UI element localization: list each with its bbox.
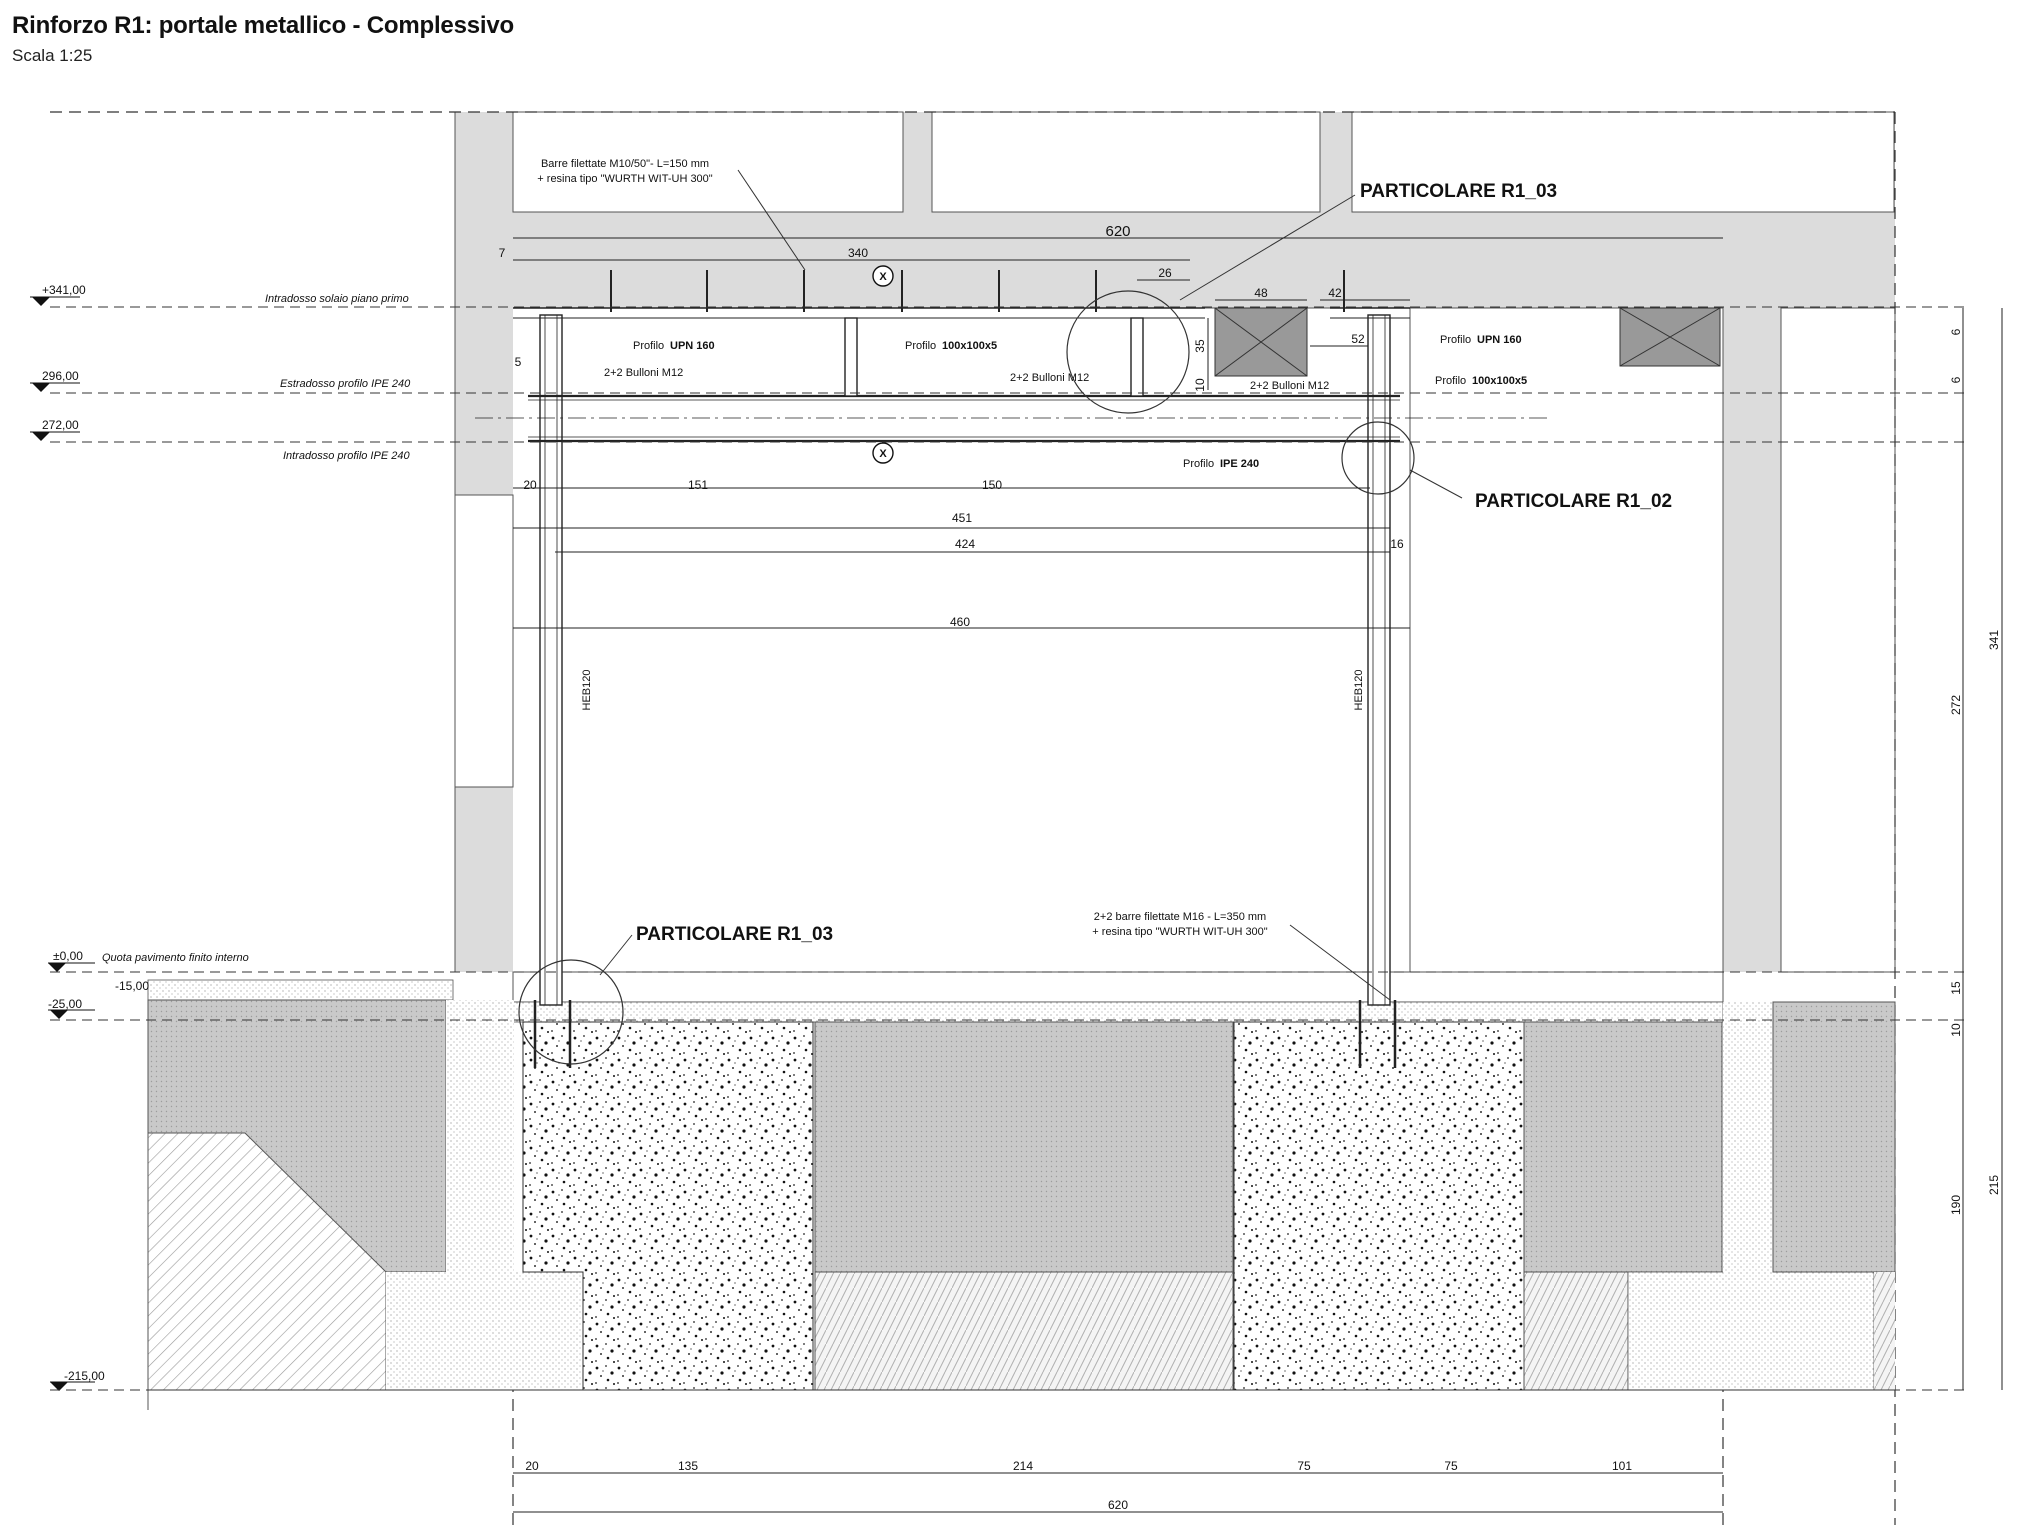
upper-slab [455,112,1895,972]
dim-5: 5 [514,355,522,369]
dim-7: 7 [498,246,506,260]
label-profilo-box-left-word: Profilo [905,340,937,352]
dim-35: 35 [1193,339,1207,353]
label-profilo-upn-right: UPN 160 [1477,334,1522,346]
label-profilo-upn-right-word: Profilo [1440,334,1472,346]
floor-section [148,972,1895,1410]
dim-340: 340 [847,246,869,260]
dim-272: 272 [1949,694,1963,716]
label-particolare-bottom: PARTICOLARE R1_03 [636,924,834,945]
dim-341: 341 [1987,629,2001,651]
dim-6b: 6 [1949,376,1963,384]
dim-bottom-75a: 75 [1297,1459,1311,1473]
label-profilo-ipe-word: Profilo [1183,458,1215,470]
dim-bottom-20: 20 [525,1459,539,1473]
dim-bottom-214: 214 [1012,1459,1034,1473]
dim-bottom-75b: 75 [1444,1459,1458,1473]
dim-16: 16 [1390,537,1404,551]
dim-10: 10 [1193,378,1207,392]
elev-341: +341,00 [42,283,86,297]
label-profilo-box-left: 100x100x5 [942,340,998,352]
dim-451: 451 [951,511,973,525]
dim-15: 15 [1949,981,1963,995]
dim-42: 42 [1328,286,1342,300]
dim-190: 190 [1949,1194,1963,1216]
elev-296: 296,00 [42,369,79,383]
dim-bottom-101: 101 [1611,1459,1633,1473]
dim-6a: 6 [1949,328,1963,336]
label-profilo-upn-left: UPN 160 [670,340,715,352]
label-profilo-box-right-word: Profilo [1435,375,1467,387]
label-estradosso-ipe: Estradosso profilo IPE 240 [280,378,411,390]
dim-424: 424 [954,537,976,551]
note-barre-bottom-1: 2+2 barre filettate M16 - L=350 mm [1093,911,1267,923]
note-barre-top-1: Barre filettate M10/50"- L=150 mm [540,158,710,170]
label-quota-pavimento: Quota pavimento finito interno [102,952,249,964]
section-mark-top: X [879,271,887,283]
label-bulloni-middle: 2+2 Bulloni M12 [1010,372,1090,384]
label-intradosso-ipe: Intradosso profilo IPE 240 [283,450,410,462]
dim-150: 150 [981,478,1003,492]
drawing-title: Rinforzo R1: portale metallico - Complessivo [12,12,514,39]
label-bulloni-right: 2+2 Bulloni M12 [1250,380,1330,392]
elevation-triangles [30,297,95,1391]
section-mark-bottom: X [879,448,887,460]
label-intradosso-solaio: Intradosso solaio piano primo [265,293,409,305]
dim-20: 20 [523,478,537,492]
elev-272: 272,00 [42,418,79,432]
dim-151: 151 [687,478,709,492]
dim-460: 460 [949,615,971,629]
elev-15: -15,00 [115,979,150,993]
note-barre-bottom-2: + resina tipo "WURTH WIT-UH 300" [1092,926,1268,938]
label-profilo-upn-left-word: Profilo [633,340,665,352]
label-profilo-ipe: IPE 240 [1220,458,1260,470]
dim-bottom-620: 620 [1107,1498,1129,1512]
note-barre-top-2: + resina tipo "WURTH WIT-UH 300" [537,173,713,185]
dim-52: 52 [1351,332,1365,346]
dim-10-right: 10 [1949,1023,1963,1037]
dim-26: 26 [1158,266,1172,280]
label-bulloni-left: 2+2 Bulloni M12 [604,367,684,379]
elev-215: -215,00 [64,1369,105,1383]
label-particolare-top: PARTICOLARE R1_03 [1360,181,1558,202]
label-heb-left: HEB120 [581,669,593,711]
label-heb-right: HEB120 [1353,669,1365,711]
dim-215: 215 [1987,1174,2001,1196]
drawing-scale: Scala 1:25 [12,46,93,65]
dim-bottom-135: 135 [677,1459,699,1473]
elev-25: -25,00 [48,997,83,1011]
dim-48: 48 [1254,286,1268,300]
label-profilo-box-right: 100x100x5 [1472,375,1528,387]
dim-620-top: 620 [1105,223,1131,240]
label-particolare-right: PARTICOLARE R1_02 [1475,491,1673,512]
elev-0: ±0,00 [53,949,83,963]
